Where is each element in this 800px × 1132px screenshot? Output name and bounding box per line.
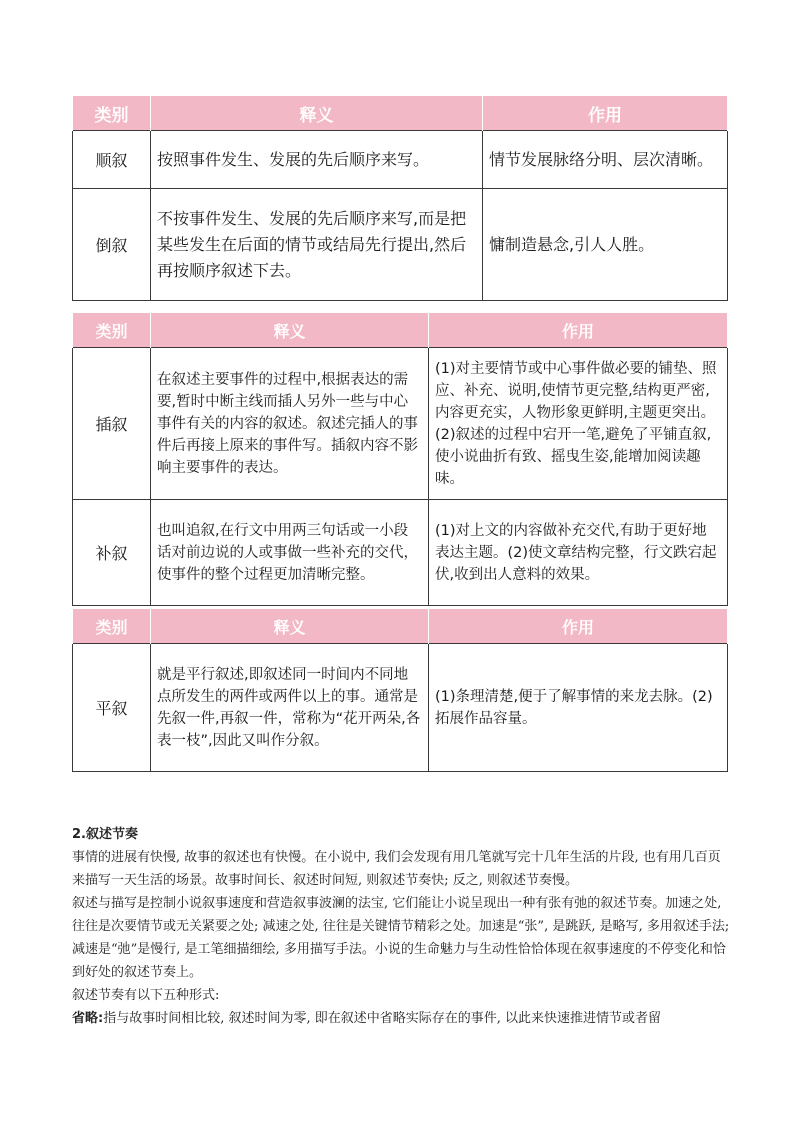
header-function: 作用 xyxy=(483,96,728,131)
table-row xyxy=(73,500,728,606)
header-definition: 释义 xyxy=(151,313,429,348)
function-cell: (1)条理清楚,便于了解事情的来龙去脉。(2)拓展作品容量。 xyxy=(429,644,728,772)
narrative-table-1 xyxy=(72,96,728,301)
section-heading: 2.叙述节奏 xyxy=(72,827,138,842)
definition-cell: 也叫追叙,在行文中用两三句话或一小段话对前边说的人或事做一些补充的交代，使事件的整个过程更加清晰完整。 xyxy=(151,500,429,606)
term-text: 指与故事时间相比较, 叙述时间为零, 即在叙述中省略实际存在的事件, 以此来快速推进情节或者留 xyxy=(103,1011,661,1026)
term-label: 省略: xyxy=(72,1011,104,1026)
header-definition: 释义 xyxy=(151,96,483,131)
header-category: 类别 xyxy=(73,609,151,644)
table-header-row xyxy=(73,313,728,348)
category-cell: 倒叙 xyxy=(73,189,151,301)
table-row xyxy=(73,644,728,772)
paragraph: 叙述节奏有以下五种形式: xyxy=(72,988,220,1003)
header-definition: 释义 xyxy=(151,609,429,644)
header-category: 类别 xyxy=(73,313,151,348)
table-row xyxy=(73,348,728,500)
body-text xyxy=(72,823,732,1030)
table-header-row xyxy=(73,96,728,131)
category-cell: 平叙 xyxy=(73,644,151,772)
paragraph: 事情的进展有快慢, 故事的叙述也有快慢。在小说中, 我们会发现有用几笔就写完十几年生活的片段, 也有用几百页来描写一天生活的场景。故事时间长、叙述时间短, 则叙述节奏快; 反之, 则叙述节奏慢。 xyxy=(72,850,721,888)
definition-cell: 就是平行叙述,即叙述同一时间内不同地点所发生的两件或两件以上的事。通常是先叙一件,再叙一件，常称为“花开两朵,各表一枝”,因此又叫作分叙。 xyxy=(151,644,429,772)
function-cell: (1)对主要情节或中心事件做必要的铺垫、照应、补充、说明,使情节更完整,结构更严密,内容更充实，人物形象更鲜明,主题更突出。(2)叙述的过程中宕开一笔,避免了平铺直叙,使小说曲折有致、摇曳生姿,能增加阅读趣味。 xyxy=(429,348,728,500)
definition-cell: 不按事件发生、发展的先后顺序来写,而是把某些发生在后面的情节或结局先行提出,然后再按顺序叙述下去。 xyxy=(151,189,483,301)
narrative-table-3 xyxy=(72,609,728,772)
table-header-row xyxy=(73,609,728,644)
narrative-table-2 xyxy=(72,313,728,606)
category-cell: 插叙 xyxy=(73,348,151,500)
paragraph: 叙述与描写是控制小说叙事速度和营造叙事波澜的法宝, 它们能让小说呈现出一种有张有弛的叙述节奏。加速之处, 往往是次要情节或无关紧要之处; 减速之处, 往往是关键情节精彩之处。加速是“张”, 是跳跃, 是略写, 多用叙述手法; 减速是“弛”是慢行, 是工笔细描细绘, 多用描写手法。小说的生命魅力与生动性恰恰体现在叙事速度的不停变化和恰到好处的叙述节奏上。 xyxy=(72,896,730,980)
header-function: 作用 xyxy=(429,313,728,348)
definition-cell: 按照事件发生、发展的先后顺序来写。 xyxy=(151,131,483,189)
category-cell: 顺叙 xyxy=(73,131,151,189)
header-category: 类别 xyxy=(73,96,151,131)
header-function: 作用 xyxy=(429,609,728,644)
function-cell: (1)对上文的内容做补充交代,有助于更好地表达主题。(2)使文章结构完整，行文跌宕起伏,收到出人意料的效果。 xyxy=(429,500,728,606)
definition-cell: 在叙述主要事件的过程中,根据表达的需要,暂时中断主线而插人另外一些与中心事件有关的内容的叙述。叙述完插人的事件后再接上原来的事件写。插叙内容不影响主要事件的表达。 xyxy=(151,348,429,500)
category-cell: 补叙 xyxy=(73,500,151,606)
function-cell: 慵制造悬念,引人人胜。 xyxy=(483,189,728,301)
paragraph xyxy=(72,1007,732,1030)
function-cell: 情节发展脉络分明、层次清晰。 xyxy=(483,131,728,189)
table-row xyxy=(73,189,728,301)
table-row xyxy=(73,131,728,189)
